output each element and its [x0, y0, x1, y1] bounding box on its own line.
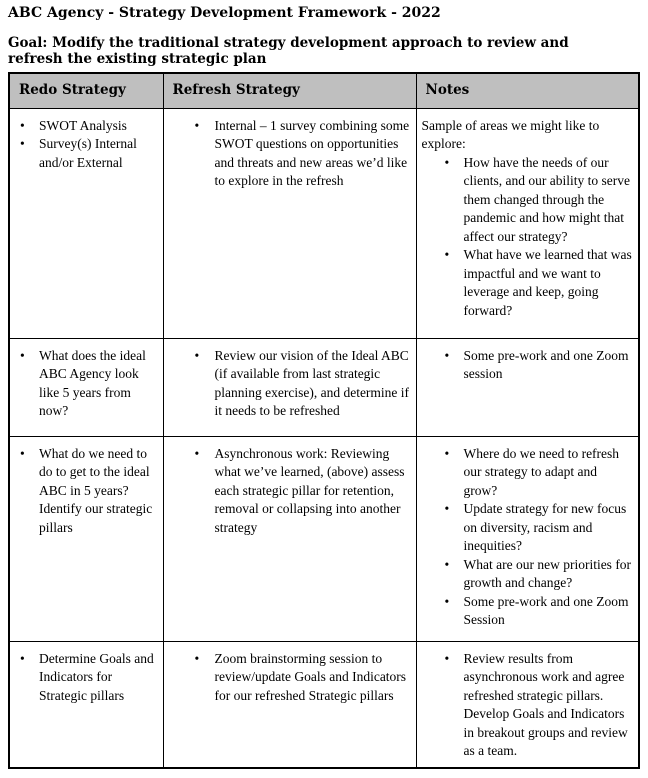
- bullet-item: • Internal – 1 survey combining some SWOT questions on opportunities and threats and new areas we’d like to explore in the refresh: [169, 117, 410, 191]
- table-row: [9, 108, 639, 338]
- bullet-item: • Determine Goals and Indicators for Strategic pillars: [15, 650, 157, 705]
- bullet-item: • Survey(s) Internal and/or External: [15, 135, 157, 172]
- bullet-item: • Asynchronous work: Reviewing what we’ve learned, (above) assess each strategic pillar for retention, removal or collapsing into another strategy: [169, 445, 410, 537]
- bullet-item: • What are our new priorities for growth and change?: [422, 556, 633, 593]
- bullet-item: • What have we learned that was impactful and we want to leverage and keep, going forward?: [422, 246, 633, 320]
- bullet-item: • Some pre-work and one Zoom session: [422, 347, 633, 384]
- table-row: [9, 436, 639, 641]
- bullet-item: • Zoom brainstorming session to review/update Goals and Indicators for our refreshed Strategic pillars: [169, 650, 410, 705]
- bullet-item: • What do we need to do to get to the ideal ABC in 5 years? Identify our strategic pillars: [15, 445, 157, 537]
- refresh-cell: [163, 641, 416, 768]
- bullet-list: [169, 117, 410, 191]
- column-header-refresh-strategy: Refresh Strategy: [163, 73, 416, 108]
- bullet-item: • Review our vision of the Ideal ABC (if available from last strategic planning exercise), and determine if it needs to be refreshed: [169, 347, 410, 421]
- bullet-item: • SWOT Analysis: [15, 117, 157, 135]
- bullet-item: • What does the ideal ABC Agency look like 5 years from now?: [15, 347, 157, 421]
- notes-cell: [416, 641, 639, 768]
- refresh-cell: [163, 338, 416, 436]
- strategy-framework-table: [8, 72, 640, 769]
- bullet-item: • Update strategy for new focus on diversity, racism and inequities?: [422, 500, 633, 555]
- notes-cell: [416, 436, 639, 641]
- redo-cell: [9, 436, 163, 641]
- bullet-list: [169, 347, 410, 421]
- table-header-row: [9, 73, 639, 108]
- refresh-cell: [163, 436, 416, 641]
- notes-cell: [416, 338, 639, 436]
- bullet-list: [15, 347, 157, 421]
- goal-statement: Goal: Modify the traditional strategy development approach to review and refresh the existing strategic plan: [8, 34, 569, 67]
- bullet-list: [15, 117, 157, 172]
- bullet-item: • How have the needs of our clients, and our ability to serve them changed through the pandemic and how might that affect our strategy?: [422, 154, 633, 246]
- bullet-item: • Where do we need to refresh our strategy to adapt and grow?: [422, 445, 633, 500]
- column-header-notes: Notes: [416, 73, 639, 108]
- refresh-cell: [163, 108, 416, 338]
- notes-cell: [416, 108, 639, 338]
- notes-intro-text: Sample of areas we might like to explore:: [421, 117, 600, 152]
- redo-cell: [9, 338, 163, 436]
- bullet-list: [422, 347, 633, 384]
- column-header-redo-strategy: Redo Strategy: [9, 73, 163, 108]
- document-title: ABC Agency - Strategy Development Framework - 2022: [8, 5, 441, 21]
- bullet-list: [169, 445, 410, 537]
- bullet-list: [169, 650, 410, 705]
- table-row: [9, 641, 639, 768]
- redo-cell: [9, 108, 163, 338]
- redo-cell: [9, 641, 163, 768]
- bullet-list: [422, 650, 633, 761]
- bullet-item: • Review results from asynchronous work and agree refreshed strategic pillars. Develop Goals and Indicators in breakout groups and review as a team.: [422, 650, 633, 761]
- table-row: [9, 338, 639, 436]
- bullet-list: [15, 650, 157, 705]
- bullet-item: • Some pre-work and one Zoom Session: [422, 593, 633, 630]
- bullet-list: [15, 445, 157, 537]
- bullet-list: [422, 445, 633, 630]
- bullet-list: [422, 154, 633, 320]
